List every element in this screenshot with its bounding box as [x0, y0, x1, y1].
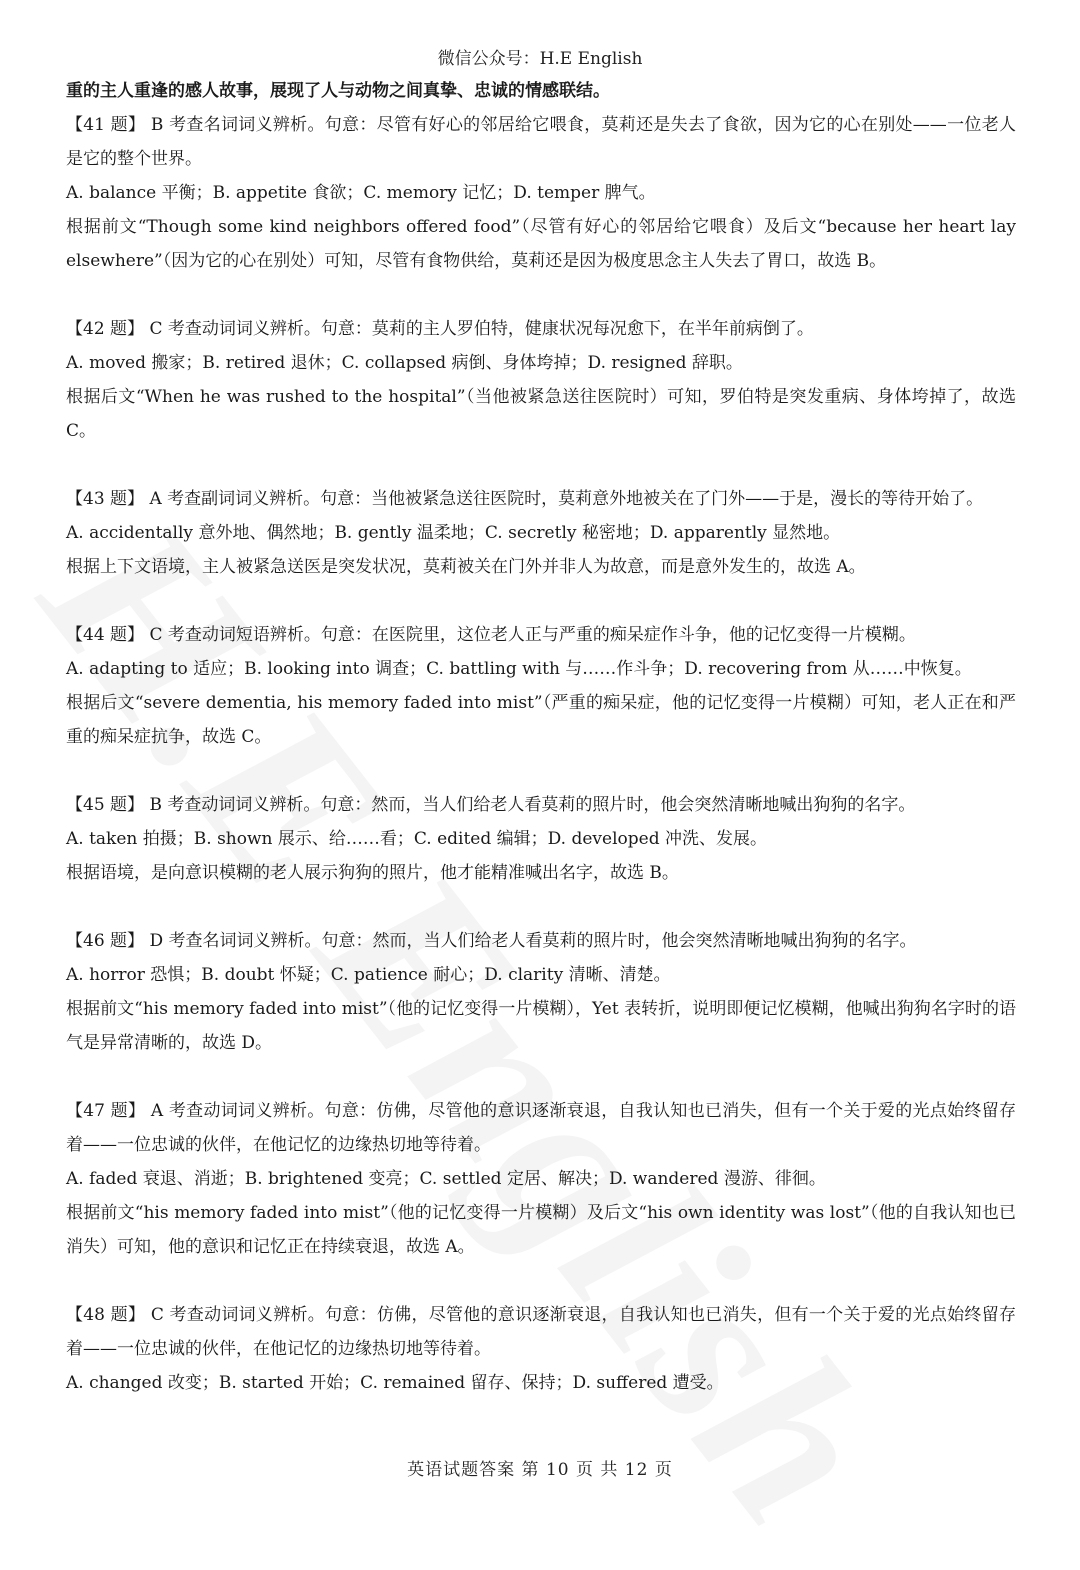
question-44-analysis: 根据后文“severe dementia, his memory faded into mist”（严重的痴呆症，他的记忆变得一片模糊）可知，老人正在和严重的痴呆症抗争，故选 C。 — [66, 693, 1016, 747]
question-44-head: 【44 题】 C 考查动词短语辨析。句意：在医院里，这位老人正与严重的痴呆症作斗争，他的记忆变得一片模糊。 — [66, 625, 916, 645]
question-47-head: 【47 题】 A 考查动词词义辨析。句意：仿佛，尽管他的意识逐渐衰退，自我认知也已消失，但有一个关于爱的光点始终留存着——一位忠诚的伙伴，在他记忆的边缘热切地等待着。 — [66, 1101, 1016, 1155]
question-43-options: A. accidentally 意外地、偶然地；B. gently 温柔地；C. secretly 秘密地；D. apparently 显然地。 — [66, 523, 841, 543]
question-45-head: 【45 题】 B 考查动词词义辨析。句意：然而，当人们给老人看莫莉的照片时，他会突然清晰地喊出狗狗的名字。 — [66, 795, 916, 815]
question-42-options: A. moved 搬家；B. retired 退休；C. collapsed 病倒、身体垮掉；D. resigned 辞职。 — [66, 353, 743, 373]
question-46-head: 【46 题】 D 考查名词词义辨析。句意：然而，当人们给老人看莫莉的照片时，他会突然清晰地喊出狗狗的名字。 — [66, 931, 917, 951]
intro-text: 重的主人重逢的感人故事，展现了人与动物之间真挚、忠诚的情感联结。 — [66, 81, 610, 101]
page-header: 微信公众号：H.E English — [437, 49, 643, 69]
question-47-options: A. faded 衰退、消逝；B. brightened 变亮；C. settled 定居、解决；D. wandered 漫游、徘徊。 — [66, 1169, 826, 1189]
page-footer: 英语试题答案 第 10 页 共 12 页 — [407, 1460, 673, 1480]
question-46-analysis: 根据前文“his memory faded into mist”（他的记忆变得一片模糊），Yet 表转折，说明即便记忆模糊，他喊出狗狗名字时的语气是异常清晰的，故选 D。 — [66, 999, 1016, 1053]
question-45-analysis: 根据语境，是向意识模糊的老人展示狗狗的照片，他才能精准喊出名字，故选 B。 — [66, 863, 679, 883]
question-41-options: A. balance 平衡；B. appetite 食欲；C. memory 记忆；D. temper 脾气。 — [66, 183, 656, 203]
question-43-head: 【43 题】 A 考查副词词义辨析。句意：当他被紧急送往医院时，莫莉意外地被关在了门外——于是，漫长的等待开始了。 — [66, 489, 984, 509]
question-41-head: 【41 题】 B 考查名词词义辨析。句意：尽管有好心的邻居给它喂食，莫莉还是失去了食欲，因为它的心在别处——一位老人是它的整个世界。 — [66, 115, 1016, 169]
question-41-analysis: 根据前文“Though some kind neighbors offered food”（尽管有好心的邻居给它喂食）及后文“because her heart lay elsewhere”（因为它的心在别处）可知，尽管有食物供给，莫莉还是因为极度思念主人失去了胃口，故选 B。 — [66, 217, 1016, 271]
question-42-analysis: 根据后文“When he was rushed to the hospital”（当他被紧急送往医院时）可知，罗伯特是突发重病、身体垮掉了，故选 C。 — [66, 387, 1016, 441]
question-43-analysis: 根据上下文语境，主人被紧急送医是突发状况，莫莉被关在门外并非人为故意，而是意外发生的，故选 A。 — [66, 557, 866, 577]
question-48-head: 【48 题】 C 考查动词词义辨析。句意：仿佛，尽管他的意识逐渐衰退，自我认知也已消失，但有一个关于爱的光点始终留存着——一位忠诚的伙伴，在他记忆的边缘热切地等待着。 — [66, 1305, 1016, 1359]
question-46-options: A. horror 恐惧；B. doubt 怀疑；C. patience 耐心；D. clarity 清晰、清楚。 — [66, 965, 671, 985]
answer-content — [66, 74, 1016, 1400]
question-48-options: A. changed 改变；B. started 开始；C. remained 留存、保持；D. suffered 遭受。 — [66, 1373, 724, 1393]
question-45-options: A. taken 拍摄；B. shown 展示、给……看；C. edited 编辑；D. developed 冲洗、发展。 — [66, 829, 767, 849]
question-47-analysis: 根据前文“his memory faded into mist”（他的记忆变得一片模糊）及后文“his own identity was lost”（他的自我认知也已消失）可知，他的意识和记忆正在持续衰退，故选 A。 — [66, 1203, 1016, 1257]
question-44-options: A. adapting to 适应；B. looking into 调查；C. battling with 与……作斗争；D. recovering from 从……中恢复。 — [66, 659, 972, 679]
question-42-head: 【42 题】 C 考查动词词义辨析。句意：莫莉的主人罗伯特，健康状况每况愈下，在半年前病倒了。 — [66, 319, 814, 339]
